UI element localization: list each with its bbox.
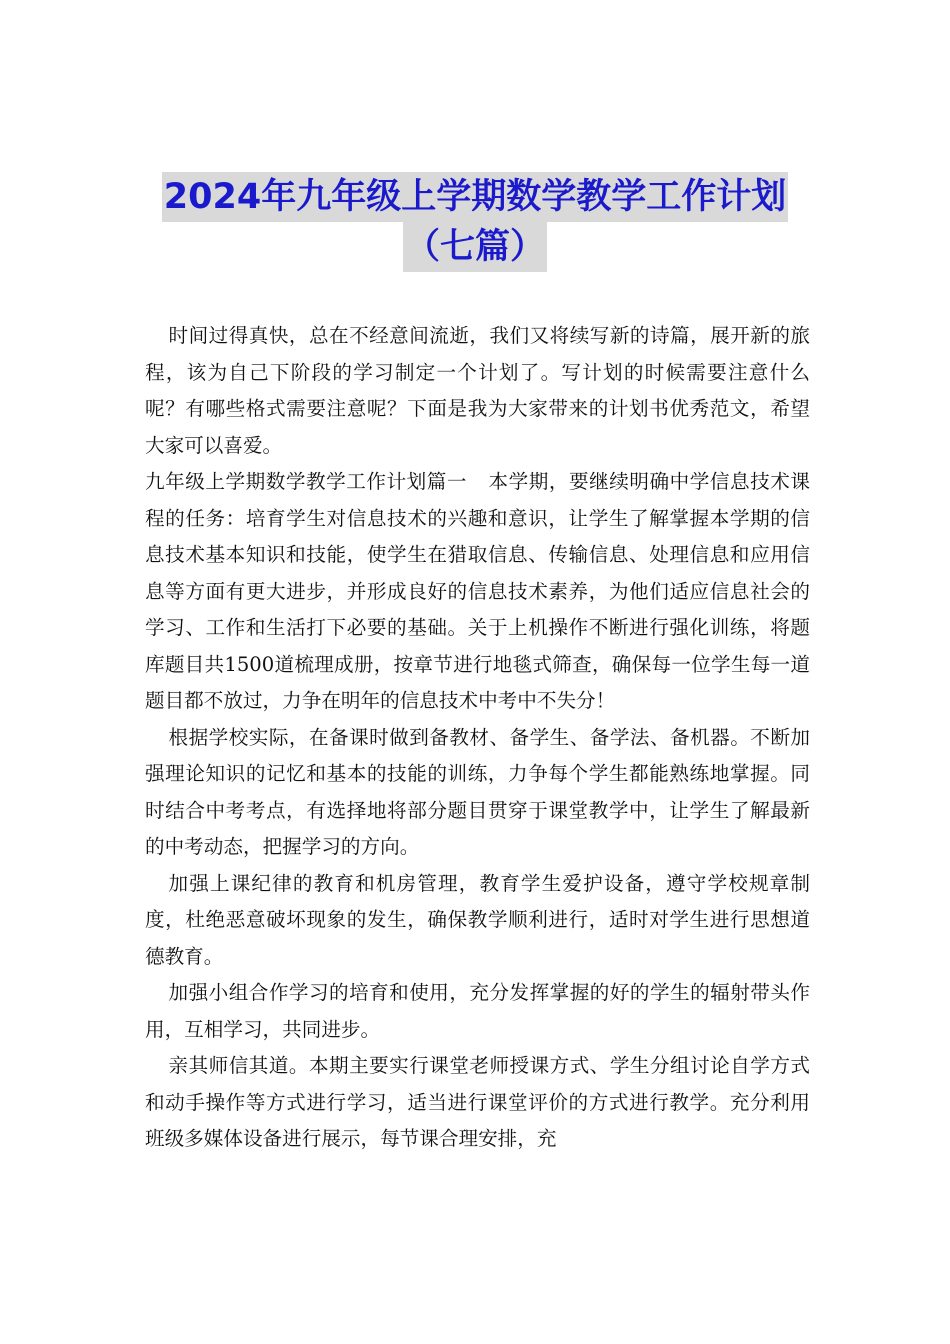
document-title (0, 172, 950, 272)
section-first-text: 本学期，要继续明确中学信息技术课程的任务：培育学生对信息技术的兴趣和意识，让学生了解掌握本学期的信息技术基本知识和技能，使学生在猎取信息、传输信息、处理信息和应用信息等方面有更大进步，并形成良好的信息技术素养，为他们适应信息社会的学习、工作和生活打下必要的基础。关于上机操作不断进行强化训练，将题库题目共1500道梳理成册，按章节进行地毯式筛查，确保每一位学生每一道题目都不放过，力争在明年的信息技术中考中不失分！ (145, 470, 811, 712)
body-paragraph: 根据学校实际，在备课时做到备教材、备学生、备学法、备机器。不断加强理论知识的记忆和基本的技能的训练，力争每个学生都能熟练地掌握。同时结合中考考点，有选择地将部分题目贯穿于课堂教学中，让学生了解最新的中考动态，把握学习的方向。 (145, 725, 810, 858)
body-paragraph: 亲其师信其道。本期主要实行课堂老师授课方式、学生分组讨论自学方式和动手操作等方式进行学习，适当进行课堂评价的方式进行教学。充分利用班级多媒体设备进行展示，每节课合理安排，充 (145, 1054, 810, 1150)
document-body (145, 318, 810, 1158)
intro-paragraph: 时间过得真快，总在不经意间流逝，我们又将续写新的诗篇，展开新的旅程，该为自己下阶段的学习制定一个计划了。写计划的时候需要注意什么呢？有哪些格式需要注意呢？下面是我为大家带来的计划书优秀范文，希望大家可以喜爱。 (145, 324, 810, 457)
section-heading: 九年级上学期数学教学工作计划篇一 (145, 470, 467, 493)
body-paragraph: 加强小组合作学习的培育和使用，充分发挥掌握的好的学生的辐射带头作用，互相学习，共同进步。 (145, 981, 810, 1041)
title-line-sub: （七篇） (403, 222, 547, 272)
section-first-paragraph (145, 464, 810, 720)
body-paragraph: 加强上课纪律的教育和机房管理，教育学生爱护设备，遵守学校规章制度，杜绝恶意破坏现象的发生，确保教学顺利进行，适时对学生进行思想道德教育。 (145, 871, 810, 968)
title-line-main: 2024年九年级上学期数学教学工作计划 (162, 172, 788, 222)
